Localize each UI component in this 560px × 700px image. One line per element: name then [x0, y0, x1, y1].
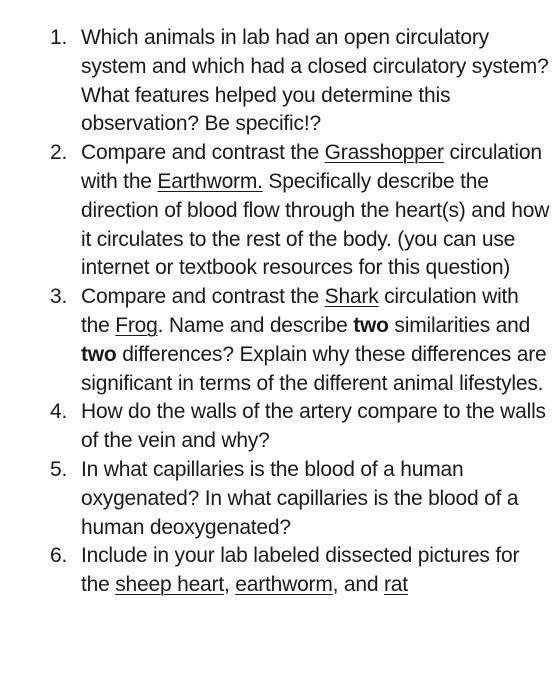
question-list	[50, 24, 550, 600]
question-number: 3.	[50, 285, 68, 309]
question-text: Compare and contrast the Shark circulation with the Frog. Name and describe two similarities and two differences? Explain why these differences are significant in terms of the different animal lifestyles.	[81, 285, 547, 395]
question-item	[50, 283, 550, 398]
question-text: Include in your lab labeled dissected pictures for the sheep heart, earthworm, and rat	[81, 544, 520, 597]
underlined-term: rat	[383, 573, 408, 597]
question-text: Compare and contrast the Grasshopper circulation with the Earthworm. Specifically describe the direction of blood flow through the heart(s) and how it circulates to the rest of the body. (you can use internet or textbook resources for this question)	[81, 141, 550, 280]
question-item	[50, 398, 550, 456]
question-item	[50, 24, 550, 139]
underlined-term: Grasshopper	[324, 141, 444, 165]
question-number: 5.	[50, 457, 68, 481]
question-text: In what capillaries is the blood of a human oxygenated? In what capillaries is the blood of a human deoxygenated?	[81, 457, 519, 539]
bold-term: two	[81, 342, 117, 366]
question-number: 4.	[50, 400, 68, 424]
underlined-term: earthworm	[235, 573, 333, 597]
underlined-term: Earthworm.	[157, 169, 263, 193]
underlined-term: sheep heart	[115, 573, 224, 597]
question-text: How do the walls of the artery compare to the walls of the vein and why?	[81, 400, 546, 453]
question-item	[50, 456, 550, 542]
underlined-term: Frog	[115, 313, 158, 337]
question-text: Which animals in lab had an open circulatory system and which had a closed circulatory system? What features helped you determine this observation? Be specific!?	[81, 26, 549, 136]
question-number: 6.	[50, 544, 68, 568]
bold-term: two	[353, 313, 389, 337]
question-item	[50, 139, 550, 283]
question-number: 1.	[50, 26, 68, 49]
underlined-term: Shark	[324, 285, 379, 309]
question-item	[50, 542, 550, 600]
question-number: 2.	[50, 141, 68, 165]
